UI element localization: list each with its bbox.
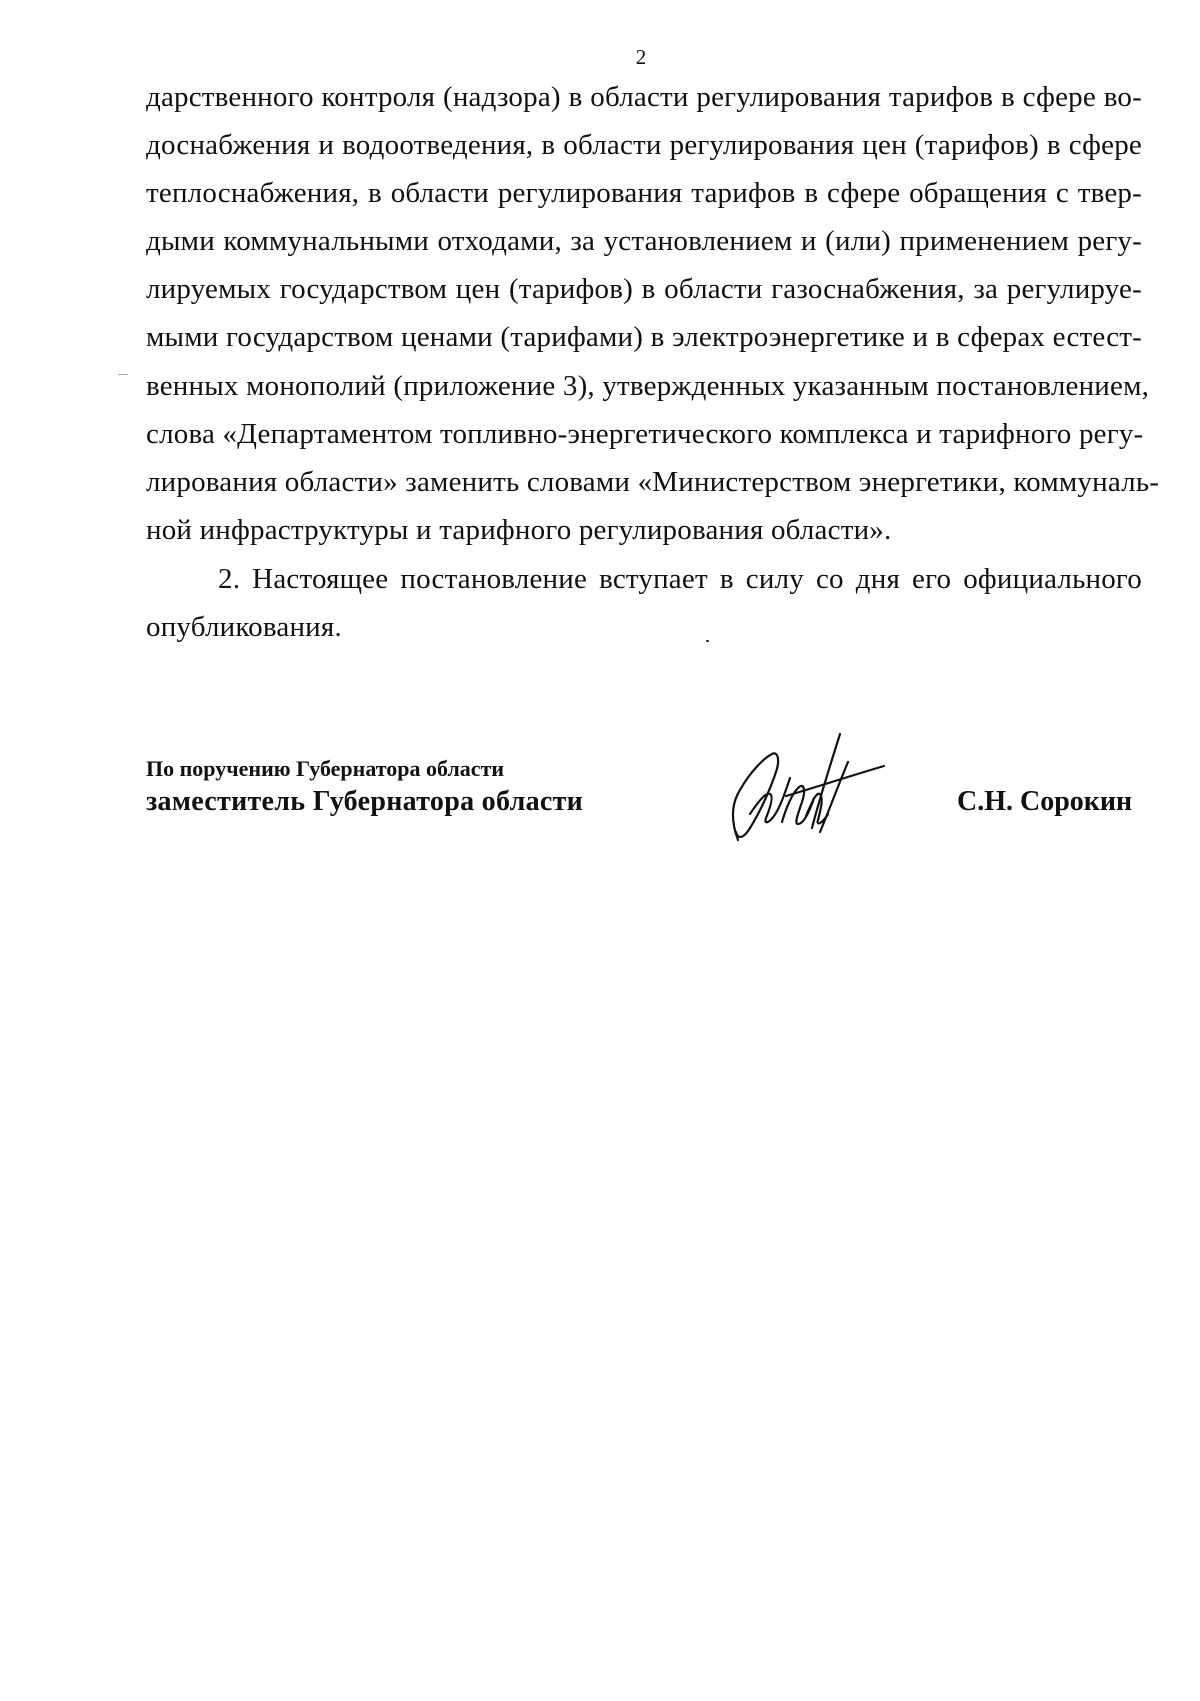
- signatory-name: С.Н. Сорокин: [957, 786, 1133, 817]
- body-line: ной инфраструктуры и тарифного регулирования области».: [146, 514, 892, 546]
- handwritten-signature: [720, 728, 890, 848]
- scan-speck: [706, 640, 709, 642]
- margin-mark: [118, 374, 128, 375]
- body-line: венных монополий (приложение 3), утвержденных указанным постановлением,: [146, 370, 1150, 402]
- signature-authority-line: По поручению Губернатора области: [146, 756, 505, 781]
- body-line: лируемых государством цен (тарифов) в области газоснабжения, за регулируе-: [146, 273, 1142, 305]
- body-line: дарственного контроля (надзора) в области регулирования тарифов в сфере во-: [146, 81, 1142, 113]
- body-line: доснабжения и водоотведения, в области регулирования цен (тарифов) в сфере: [146, 129, 1142, 161]
- paragraph-2-line: опубликования.: [146, 611, 342, 643]
- body-line: слова «Департаментом топливно-энергетического комплекса и тарифного регу-: [146, 418, 1144, 450]
- body-line: мыми государством ценами (тарифами) в электроэнергетике и в сферах естест-: [146, 321, 1142, 353]
- body-line: лирования области» заменить словами «Министерством энергетики, коммуналь-: [146, 466, 1160, 498]
- body-line: дыми коммунальными отходами, за установлением и (или) применением регу-: [146, 225, 1142, 257]
- body-line: теплоснабжения, в области регулирования тарифов в сфере обращения с твер-: [146, 177, 1142, 209]
- paragraph-2-line: 2. Настоящее постановление вступает в силу со дня его официального: [218, 563, 1142, 595]
- signature-position-line: заместитель Губернатора области: [146, 786, 584, 817]
- page-number: 2: [635, 45, 647, 69]
